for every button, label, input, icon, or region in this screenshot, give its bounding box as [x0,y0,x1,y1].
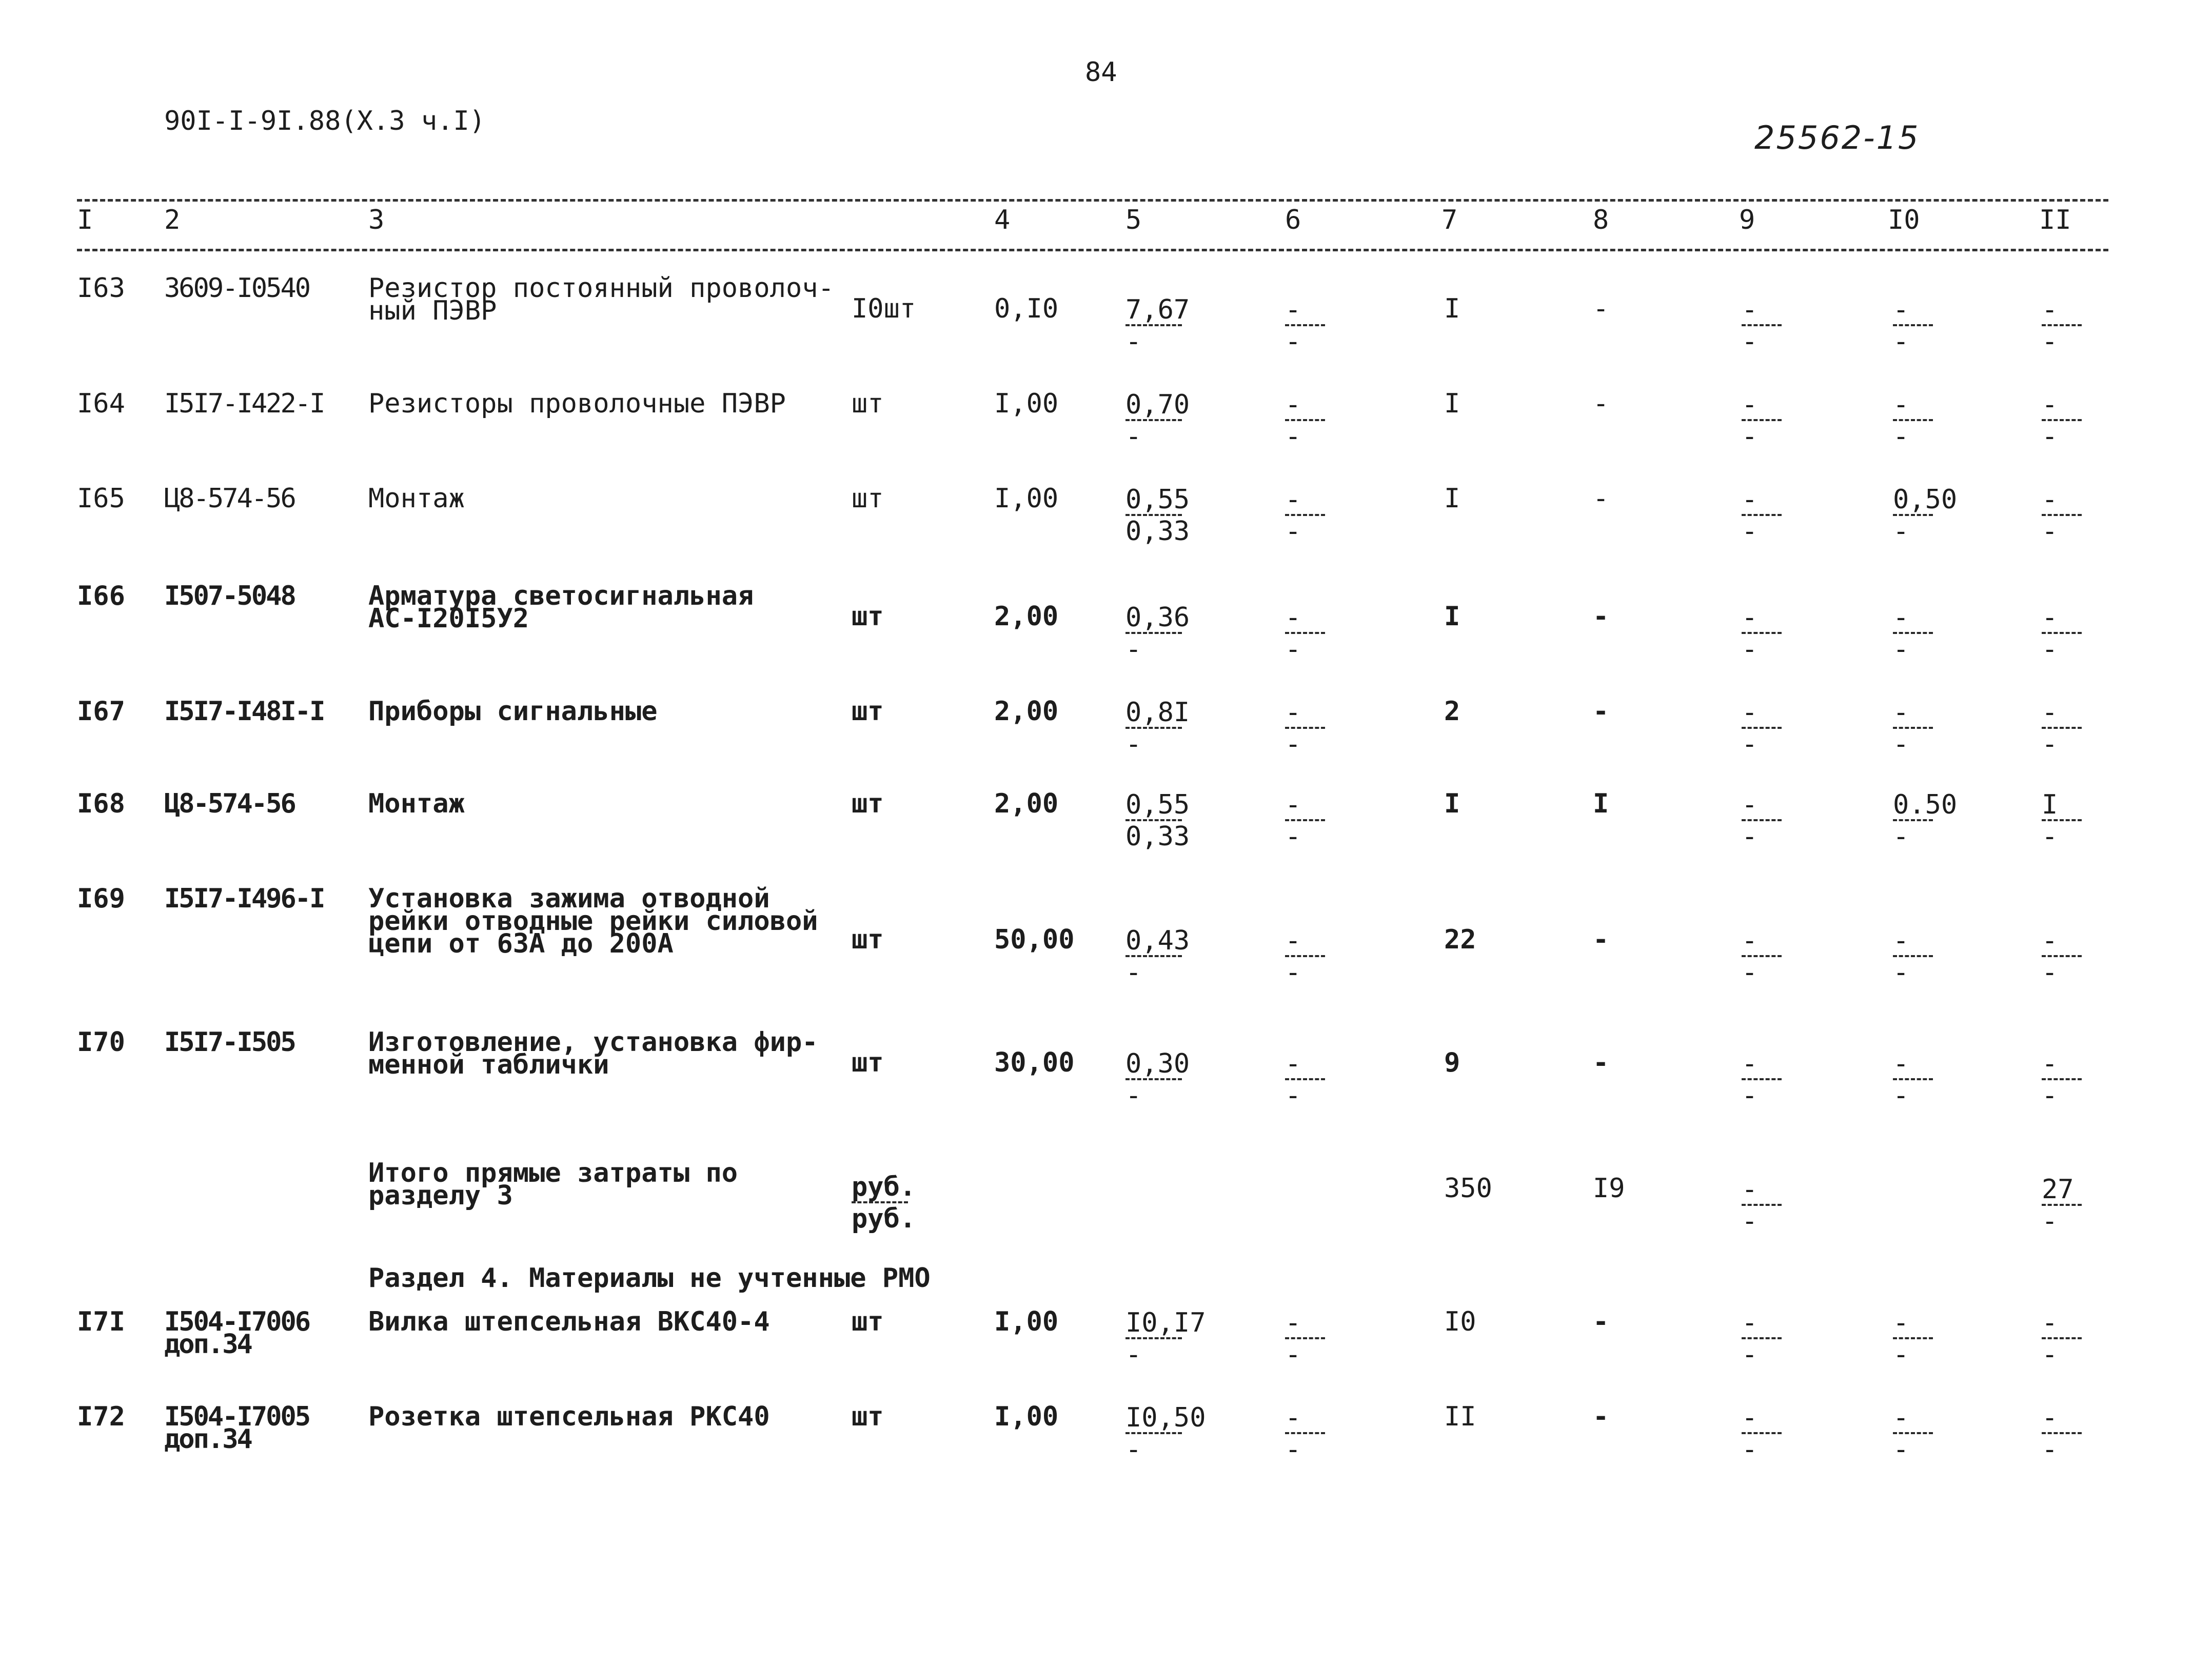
row-col7: I [1444,483,1460,514]
row-col10 [1893,1307,1939,1370]
row-col11-bottom: - [2042,421,2058,452]
row-col7: I [1444,388,1460,419]
total-label-line-1: Итого прямые затраты по [368,1158,738,1188]
row-col5-bottom: - [1125,1080,1142,1111]
row-col11-top: - [2042,602,2058,633]
row-col11-top: - [2042,1048,2058,1079]
row-col6-bottom: - [1285,421,1301,452]
row-col10-bottom: - [1893,634,1909,665]
row-col8: - [1593,1306,1609,1337]
row-col6-bottom: - [1285,729,1301,760]
total-col11-bottom: - [2042,1206,2058,1237]
row-quantity: 30,00 [994,1047,1075,1078]
row-col8: - [1593,483,1609,514]
row-col6-top: - [1285,389,1301,420]
row-col7: I [1444,293,1460,324]
row-col11-bottom: - [2042,1434,2058,1465]
row-col9-bottom: - [1742,634,1758,665]
row-col7: I0 [1444,1306,1476,1337]
row-code-line: доп.34 [164,1424,251,1455]
row-col6 [1285,1402,1331,1465]
row-quantity: 2,00 [994,601,1059,632]
row-col11-bottom: - [2042,1339,2058,1370]
row-quantity: 0,I0 [994,293,1059,324]
row-col5-bottom: - [1125,729,1142,760]
row-number: I68 [77,788,125,819]
row-col9-top: - [1742,925,1758,956]
row-col11-bottom: - [2042,516,2058,547]
column-header-5: 5 [1125,205,1142,235]
column-header-8: 8 [1593,205,1609,235]
row-col10-top: - [1893,389,1909,420]
row-unit: шт [852,483,884,514]
row-name-line: Розетка штепсельная РКС40 [368,1401,770,1432]
row-unit: шт [852,1401,884,1432]
row-col5 [1125,1307,1206,1370]
row-col9-top: - [1742,389,1758,420]
row-col8: - [1593,601,1609,632]
total-unit-bottom: руб. [852,1203,916,1234]
row-col11-bottom: - [2042,1080,2058,1111]
row-col5-top: I0,50 [1125,1402,1206,1433]
row-col8: - [1593,1401,1609,1432]
column-header-4: 4 [994,205,1011,235]
row-code: Ц8-574-56 [164,788,295,819]
row-col9-bottom: - [1742,821,1758,852]
row-col11-top: I [2042,789,2058,820]
row-number: I7I [77,1306,125,1337]
row-col8: - [1593,1047,1609,1078]
row-code: I5I7-I496-I [164,883,324,914]
total-col11-top: 27 [2042,1174,2074,1205]
row-col5 [1125,1402,1206,1465]
row-col11-top: - [2042,484,2058,515]
row-col6-top: - [1285,789,1301,820]
row-col10-top: 0.50 [1893,789,1958,820]
row-col6-top: - [1285,602,1301,633]
row-quantity: I,00 [994,1306,1059,1337]
row-col9-top: - [1742,294,1758,325]
row-col9-bottom: - [1742,421,1758,452]
row-unit: шт [852,696,884,727]
row-col10-top: - [1893,1402,1909,1433]
row-col11-top: - [2042,389,2058,420]
row-col9-top: - [1742,1048,1758,1079]
row-col5-bottom: - [1125,1339,1142,1370]
document-code: 90I-I-9I.88(X.3 ч.I) [164,106,486,136]
row-col8: - [1593,388,1609,419]
row-col10-top: - [1893,1048,1909,1079]
row-col9 [1742,1307,1788,1370]
row-col7: 22 [1444,924,1476,955]
row-col7: II [1444,1401,1476,1432]
row-col11 [2042,1307,2088,1370]
row-col8: I [1593,788,1609,819]
row-col9-top: - [1742,789,1758,820]
row-col7: I [1444,788,1460,819]
row-col10-bottom: - [1893,421,1909,452]
row-col9-top: - [1742,602,1758,633]
row-col5-bottom: - [1125,957,1142,988]
row-col6-top: - [1285,925,1301,956]
row-col6-bottom: - [1285,1339,1301,1370]
row-col10-bottom: - [1893,1434,1909,1465]
row-col9-bottom: - [1742,516,1758,547]
row-col5-top: 7,67 [1125,294,1190,325]
row-col6 [1285,1307,1331,1370]
row-col11-bottom: - [2042,957,2058,988]
row-code: Ц8-574-56 [164,483,295,514]
row-col6-top: - [1285,1048,1301,1079]
row-code-line: I504-I7005 [164,1401,310,1432]
row-col5-top: 0,55 [1125,484,1190,515]
row-col10-bottom: - [1893,957,1909,988]
row-quantity: I,00 [994,483,1059,514]
row-code: 3609-I0540 [164,273,310,304]
row-col10-top: 0,50 [1893,484,1958,515]
row-col11 [2042,1402,2088,1465]
row-col6-top: - [1285,484,1301,515]
row-col9-bottom: - [1742,1080,1758,1111]
row-col9 [1742,1402,1788,1465]
row-name-line: рейки отводные рейки силовой [368,906,818,937]
column-header-6: 6 [1285,205,1301,235]
row-col5-bottom: 0,33 [1125,821,1190,852]
row-col6-top: - [1285,294,1301,325]
row-col9-bottom: - [1742,1434,1758,1465]
row-number: I63 [77,273,125,304]
total-label-line-2: разделу 3 [368,1180,513,1211]
row-col5-top: 0,43 [1125,925,1190,956]
row-col5-top: 0,30 [1125,1048,1190,1079]
row-number: I67 [77,696,125,727]
row-col6-top: - [1285,1402,1301,1433]
row-col5-top: 0,55 [1125,789,1190,820]
row-col9-top: - [1742,1402,1758,1433]
row-name-line: Монтаж [368,483,465,514]
row-col11-bottom: - [2042,729,2058,760]
row-col10-bottom: - [1893,821,1909,852]
row-col10-top: - [1893,925,1909,956]
row-number: I72 [77,1401,125,1432]
column-header-9: 9 [1739,205,1755,235]
row-name-line: Резистор постоянный проволоч- [368,273,834,304]
row-col7: I [1444,601,1460,632]
row-col11-top: - [2042,925,2058,956]
page-number: 84 [1085,57,1117,88]
row-col9-bottom: - [1742,729,1758,760]
row-unit: шт [852,788,884,819]
row-col6-bottom: - [1285,634,1301,665]
row-col10-top: - [1893,697,1909,728]
row-col11-bottom: - [2042,326,2058,357]
row-quantity: 2,00 [994,696,1059,727]
row-unit: шт [852,601,884,632]
row-code: I5I7-I422-I [164,388,324,419]
row-col8: - [1593,293,1609,324]
column-header-1: I [77,205,93,235]
row-code-line: доп.34 [164,1329,251,1360]
column-header-2: 2 [164,205,181,235]
row-quantity: 2,00 [994,788,1059,819]
row-col6-top: - [1285,697,1301,728]
row-name-line: Монтаж [368,788,465,819]
row-col6-bottom: - [1285,1434,1301,1465]
row-code-line: I504-I7006 [164,1306,310,1337]
total-col8: I9 [1593,1173,1625,1204]
row-col5-bottom: - [1125,421,1142,452]
column-header-11: II [2039,205,2071,235]
row-col9-bottom: - [1742,326,1758,357]
row-col10-bottom: - [1893,729,1909,760]
row-col11-top: - [2042,697,2058,728]
column-header-10: I0 [1888,205,1920,235]
row-col11-top: - [2042,1307,2058,1338]
row-unit: I0шт [852,293,916,324]
row-code: I5I7-I48I-I [164,696,324,727]
row-col6-bottom: - [1285,821,1301,852]
row-col5-bottom: 0,33 [1125,516,1190,547]
row-col5-top: 0,36 [1125,602,1190,633]
row-name-line: Изготовление, установка фир- [368,1027,818,1058]
row-col6-bottom: - [1285,1080,1301,1111]
row-name-line: Приборы сигнальные [368,696,658,727]
row-number: I64 [77,388,125,419]
row-name-line: АС-I20I5У2 [368,603,529,634]
row-name-line: Установка зажима отводной [368,883,770,914]
column-header-3: 3 [368,205,385,235]
row-unit: шт [852,388,884,419]
row-name-line: Вилка штепсельная ВКС40-4 [368,1306,770,1337]
row-col8: - [1593,924,1609,955]
row-col6-top: - [1285,1307,1301,1338]
row-name-line: Резисторы проволочные ПЭВР [368,388,786,419]
row-quantity: I,00 [994,1401,1059,1432]
total-col9-top: - [1742,1174,1758,1205]
row-name-line: менной таблички [368,1049,609,1080]
row-unit: шт [852,1306,884,1337]
row-col7: 9 [1444,1047,1460,1078]
row-col5-bottom: - [1125,634,1142,665]
row-col11-top: - [2042,1402,2058,1433]
row-name-line: Арматура светосигнальная [368,581,754,611]
row-col5-bottom: - [1125,326,1142,357]
row-col10-top: - [1893,294,1909,325]
row-col10-bottom: - [1893,516,1909,547]
row-number: I65 [77,483,125,514]
sheet-number: 25562-15 [1754,119,1920,156]
row-col6-bottom: - [1285,516,1301,547]
row-unit: шт [852,924,884,955]
row-col9-bottom: - [1742,1339,1758,1370]
row-number: I70 [77,1027,125,1058]
row-number: I66 [77,581,125,611]
row-unit: шт [852,1047,884,1078]
total-unit-top: руб. [852,1172,916,1202]
row-code: I5I7-I505 [164,1027,295,1058]
total-col7: 350 [1444,1173,1492,1204]
row-name-line: цепи от 63А до 200А [368,928,674,959]
row-quantity: 50,00 [994,924,1075,955]
row-number: I69 [77,883,125,914]
row-col5-bottom: - [1125,1434,1142,1465]
row-col11-bottom: - [2042,634,2058,665]
row-col8: - [1593,696,1609,727]
row-col5-top: 0,8I [1125,697,1190,728]
row-col5-top: I0,I7 [1125,1307,1206,1338]
section4-title: Раздел 4. Материалы не учтенные РМО [368,1263,931,1294]
column-header-7: 7 [1441,205,1458,235]
row-col7: 2 [1444,696,1460,727]
row-quantity: I,00 [994,388,1059,419]
row-col10-bottom: - [1893,1080,1909,1111]
row-col11-bottom: - [2042,821,2058,852]
row-name-line: ный ПЭВР [368,295,497,326]
row-col10-bottom: - [1893,1339,1909,1370]
row-col6-bottom: - [1285,326,1301,357]
row-col10-top: - [1893,602,1909,633]
row-col6-bottom: - [1285,957,1301,988]
row-code: I507-5048 [164,581,295,611]
row-col9-top: - [1742,1307,1758,1338]
row-col9-bottom: - [1742,957,1758,988]
row-col5-top: 0,70 [1125,389,1190,420]
row-col10 [1893,1402,1939,1465]
total-col9-bottom: - [1742,1206,1758,1237]
row-col9-top: - [1742,697,1758,728]
row-col10-top: - [1893,1307,1909,1338]
row-col9-top: - [1742,484,1758,515]
row-col11-top: - [2042,294,2058,325]
row-col10-bottom: - [1893,326,1909,357]
